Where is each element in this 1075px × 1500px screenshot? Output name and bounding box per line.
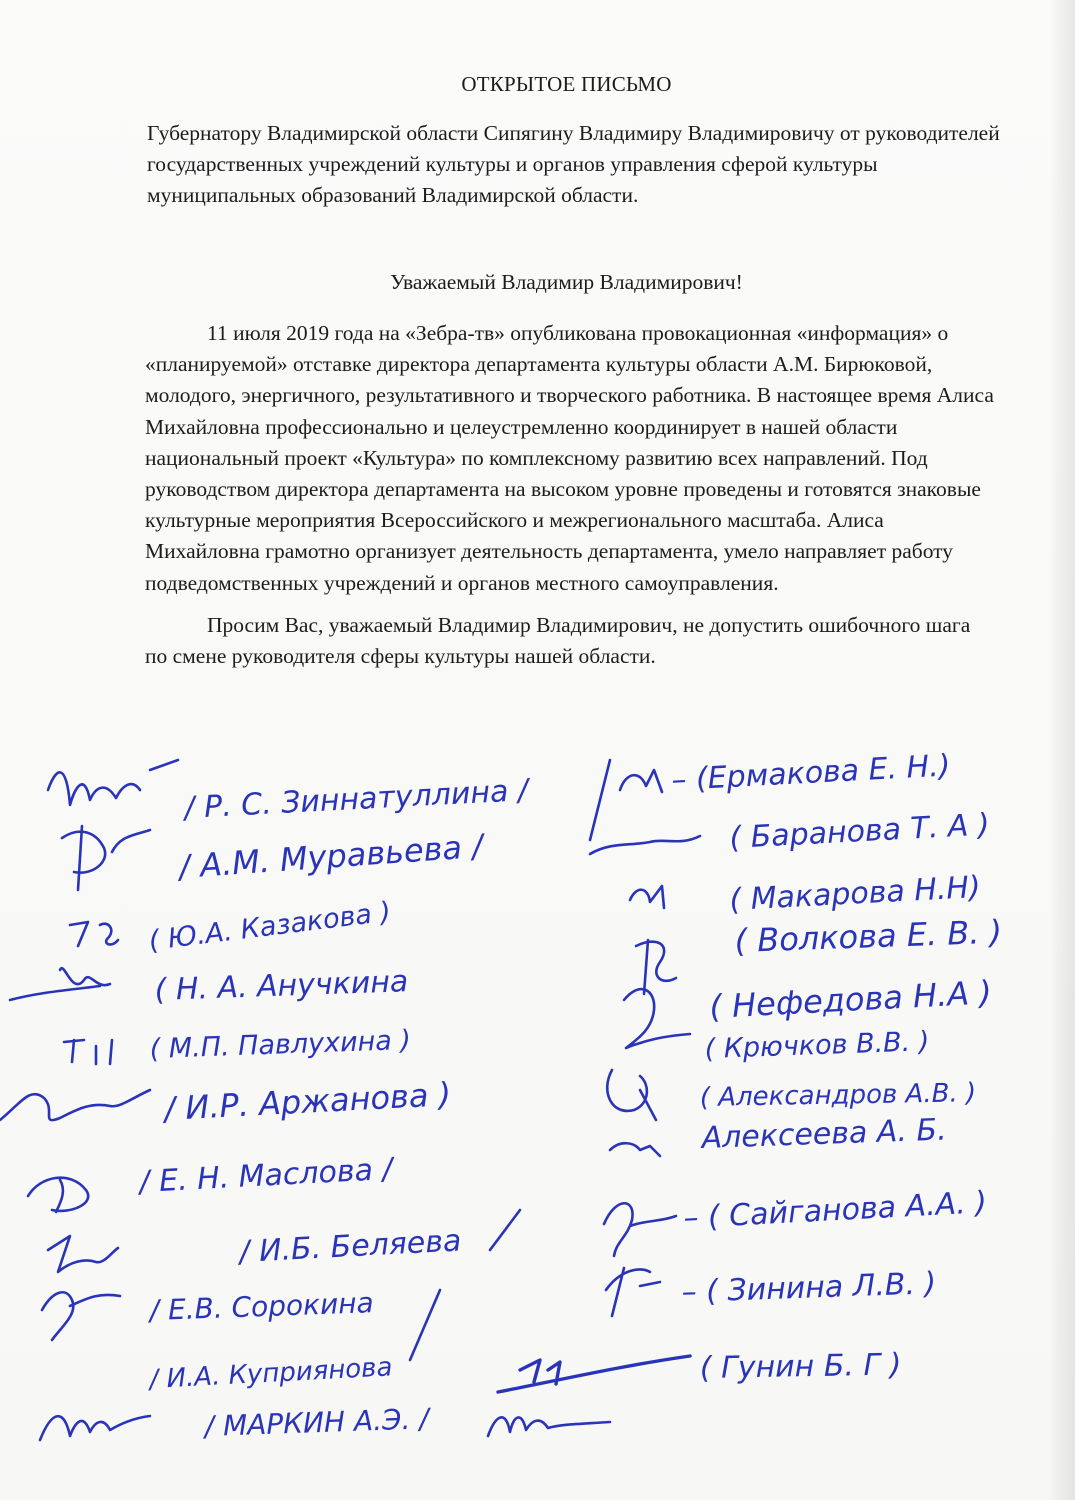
signature-right-9 xyxy=(604,1185,988,1256)
signature-left-7 xyxy=(28,1152,396,1212)
signature-left-1-name: / Р. С. Зиннатуллина / xyxy=(183,773,529,826)
signature-right-8 xyxy=(610,1112,947,1156)
signature-left-8 xyxy=(48,1223,462,1272)
signature-left-2-name: / А.М. Муравьева / xyxy=(177,826,485,886)
signature-left-5 xyxy=(64,1025,411,1065)
signature-left-3 xyxy=(70,897,393,957)
letter-salutation: Уважаемый Владимир Владимирович! xyxy=(390,270,743,294)
letter-title: ОТКРЫТОЕ ПИСЬМО xyxy=(461,72,672,96)
signature-right-5-name: ( Нефедова Н.А ) xyxy=(708,973,993,1026)
signature-right-9-name: – ( Сайганова А.А. ) xyxy=(682,1185,988,1236)
signature-left-1 xyxy=(48,760,532,826)
signature-left-7-name: / Е. Н. Маслова / xyxy=(138,1151,394,1200)
signature-left-5-name: ( М.П. Павлухина ) xyxy=(149,1024,412,1065)
signature-left-4 xyxy=(10,964,409,1008)
signature-left-6 xyxy=(0,1075,452,1128)
signature-left-3-name: ( Ю.А. Казакова ) xyxy=(147,896,393,957)
signature-right-11 xyxy=(498,1347,902,1392)
signature-left-9 xyxy=(42,1286,374,1340)
signature-right-3-name: ( Макарова Н.Н) xyxy=(728,869,982,918)
signature-right-11-name: ( Гунин Б. Г ) xyxy=(699,1347,902,1386)
signature-right-2-name: ( Баранова Т. А ) xyxy=(728,807,991,856)
body-paragraph-1: 11 июля 2019 года на «Зебра-тв» опубликована провокационная «информация» о «планируемой» отставке директора департамента культуры области А.М. Бирюковой, молодого, энергичного, результативного и творческого работника. В настоящее время Алиса Михайловна профессионально и целеустремленно координирует в нашей области национальный проект «Культура» по комплексному развитию всех направлений. Под руководством директора департамента на высоком уровне проведены и готовятся знаковые культурные мероприятия Всероссийского и межрегионального масштаба. Алиса Михайловна грамотно организует деятельность департамента, умело направляет работу подведомственных учреждений и органов местного самоуправления. xyxy=(145,321,994,595)
signature-left-10 xyxy=(147,1352,393,1395)
signature-left-2 xyxy=(62,826,487,890)
signature-right-4-name: ( Волкова Е. В. ) xyxy=(733,912,1003,960)
signature-right-10 xyxy=(606,1266,937,1316)
signature-left-10-name: / И.А. Куприянова xyxy=(148,1352,394,1395)
signature-left-6-name: / И.Р. Аржанова ) xyxy=(163,1075,452,1128)
signature-right-1-name: – (Ермакова Е. Н.) xyxy=(670,748,952,798)
signature-right-12 xyxy=(488,1417,610,1436)
signature-right-1 xyxy=(620,748,951,798)
signature-right-6 xyxy=(704,1026,930,1065)
signature-left-8-name: / И.Б. Беляева xyxy=(238,1223,463,1270)
signature-left-9-name: / Е.В. Сорокина xyxy=(149,1286,375,1327)
signature-right-8-name: Алексеева А. Б. xyxy=(701,1112,948,1156)
signature-left-11-name: / МАРКИН А.Э. / xyxy=(204,1402,430,1443)
signature-right-3 xyxy=(630,870,981,918)
body-paragraph-2: Просим Вас, уважаемый Владимир Владимирович, не допустить ошибочного шага по смене руководителя сферы культуры нашей области. xyxy=(145,612,971,669)
signature-right-10-name: – ( Зинина Л.В. ) xyxy=(681,1266,937,1310)
signature-right-7-name: ( Александров А.В. ) xyxy=(699,1078,977,1113)
letter-addressee: Губернатору Владимирской области Сипягину Владимиру Владимировичу от руководителей государственных учреждений культуры и органов управления сферой культуры муниципальных образований Владимирской области. xyxy=(147,121,1000,207)
signature-right-2 xyxy=(590,807,990,856)
signature-left-11 xyxy=(40,1402,432,1443)
signature-left-4-name: ( Н. А. Анучкина xyxy=(154,964,409,1008)
signature-right-6-name: ( Крючков В.В. ) xyxy=(704,1026,930,1065)
